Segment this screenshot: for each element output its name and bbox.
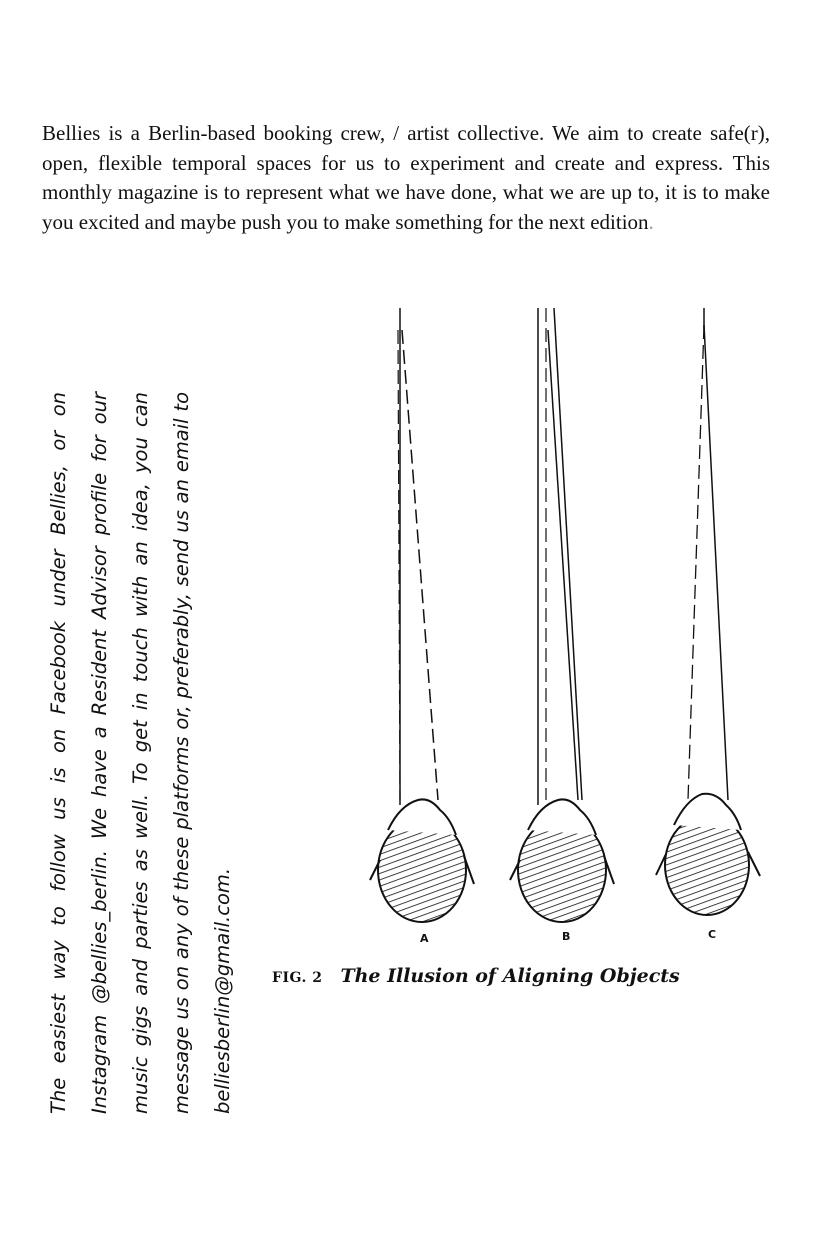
figure-number: FIG. 2	[272, 970, 323, 986]
head-b	[510, 799, 614, 922]
figure-drawing	[270, 300, 790, 950]
figure-caption	[272, 965, 680, 987]
head-a	[370, 799, 474, 922]
figure-illusion	[270, 300, 790, 1000]
intro-paragraph	[42, 119, 770, 237]
sight-lines-b	[538, 308, 582, 805]
contact-text: The easiest way to follow us is on Facebook under Bellies, or on Instagram @bellies_berlin. We have a Resident Advisor profile for our music gigs and parties as well. To get in touch with an idea, you can message us on any of these platforms or, preferably, send us an email to belliesberlin@gmail.com.	[47, 392, 234, 1114]
figure-title: The Illusion of Aligning Objects	[340, 965, 680, 987]
head-label-c: C	[708, 928, 717, 941]
head-label-b: B	[562, 930, 571, 943]
intro-text: Bellies is a Berlin-based booking crew, / artist collective. We aim to create safe(r), open, flexible temporal spaces for us to experiment and create and express. This monthly magazine is to represent what we have done, what we are up to, it is to make you excited and maybe push you to make something for the next edition	[42, 121, 770, 234]
sight-lines-c	[688, 308, 728, 800]
contact-block	[38, 392, 278, 1114]
head-label-a: A	[420, 932, 429, 945]
head-c	[656, 794, 760, 915]
sight-lines-a	[398, 308, 438, 805]
intro-end: .	[648, 209, 654, 234]
